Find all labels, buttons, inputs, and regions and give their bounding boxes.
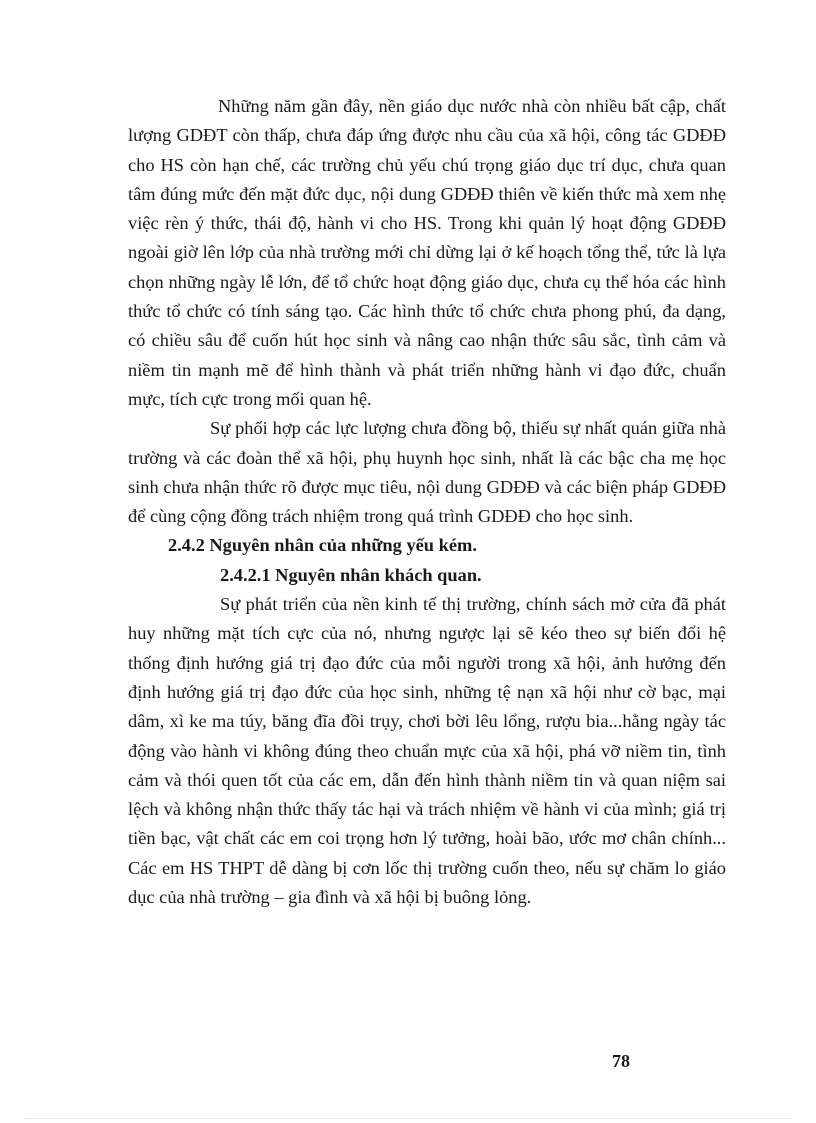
subsection-heading: 2.4.2.1 Nguyên nhân khách quan.: [220, 564, 482, 585]
document-body: [128, 92, 726, 912]
paragraph-current-limitations: Những năm gần đây, nền giáo dục nước nhà còn nhiều bất cập, chất lượng GDĐT còn thấp, chưa đáp ứng được nhu cầu của xã hội, công tác GDĐĐ cho HS còn hạn chế, các trường chủ yếu chú trọng giáo dục trí dục, chưa quan tâm đúng mức đến mặt đức dục, nội dung GDĐĐ thiên về kiến thức mà xem nhẹ việc rèn ý thức, thái độ, hành vi cho HS. Trong khi quản lý hoạt động GDĐĐ ngoài giờ lên lớp của nhà trường mới chỉ dừng lại ở kế hoạch tổng thể, tức là lựa chọn những ngày lễ lớn, để tổ chức hoạt động giáo dục, chưa cụ thể hóa các hình thức tổ chức có tính sáng tạo. Các hình thức tổ chức chưa phong phú, đa dạng, có chiều sâu để cuốn hút học sinh và nâng cao nhận thức sâu sắc, tình cảm và niềm tin mạnh mẽ để hình thành và phát triển những hành vi đạo đức, chuẩn mực, tích cực trong mối quan hệ.: [128, 96, 726, 409]
page-number: 78: [612, 1051, 630, 1071]
section-heading: 2.4.2 Nguyên nhân của những yếu kém.: [168, 535, 477, 556]
paragraph-coordination: Sự phối hợp các lực lượng chưa đồng bộ, thiếu sự nhất quán giữa nhà trường và các đoàn thể xã hội, phụ huynh học sinh, nhất là các bậc cha mẹ học sinh chưa nhận thức rõ được mục tiêu, nội dung GDĐĐ và các biện pháp GDĐĐ để cùng cộng đồng trách nhiệm trong quá trình GDĐĐ cho học sinh.: [128, 418, 726, 527]
footer-divider: [24, 1118, 792, 1119]
paragraph-objective-causes: Sự phát triển của nền kinh tế thị trường, chính sách mở cửa đã phát huy những mặt tích cực của nó, nhưng ngược lại sẽ kéo theo sự biến đổi hệ thống định hướng giá trị đạo đức của mỗi người trong xã hội, ảnh hưởng đến định hướng giá trị đạo đức của học sinh, những tệ nạn xã hội như cờ bạc, mại dâm, xì ke ma túy, băng đĩa đồi trụy, chơi bời lêu lổng, rượu bia...hằng ngày tác động vào hành vi không đúng theo chuẩn mực của xã hội, phá vỡ niềm tin, tình cảm và thói quen tốt của các em, dẫn đến hình thành niềm tin và quan niệm sai lệch và không nhận thức thấy tác hại và trách nhiệm về hành vi của mình; giá trị tiền bạc, vật chất các em coi trọng hơn lý tưởng, hoài bão, ước mơ chân chính... Các em HS THPT dễ dàng bị cơn lốc thị trường cuốn theo, nếu sự chăm lo giáo dục của nhà trường – gia đình và xã hội bị buông lỏng.: [128, 594, 726, 908]
